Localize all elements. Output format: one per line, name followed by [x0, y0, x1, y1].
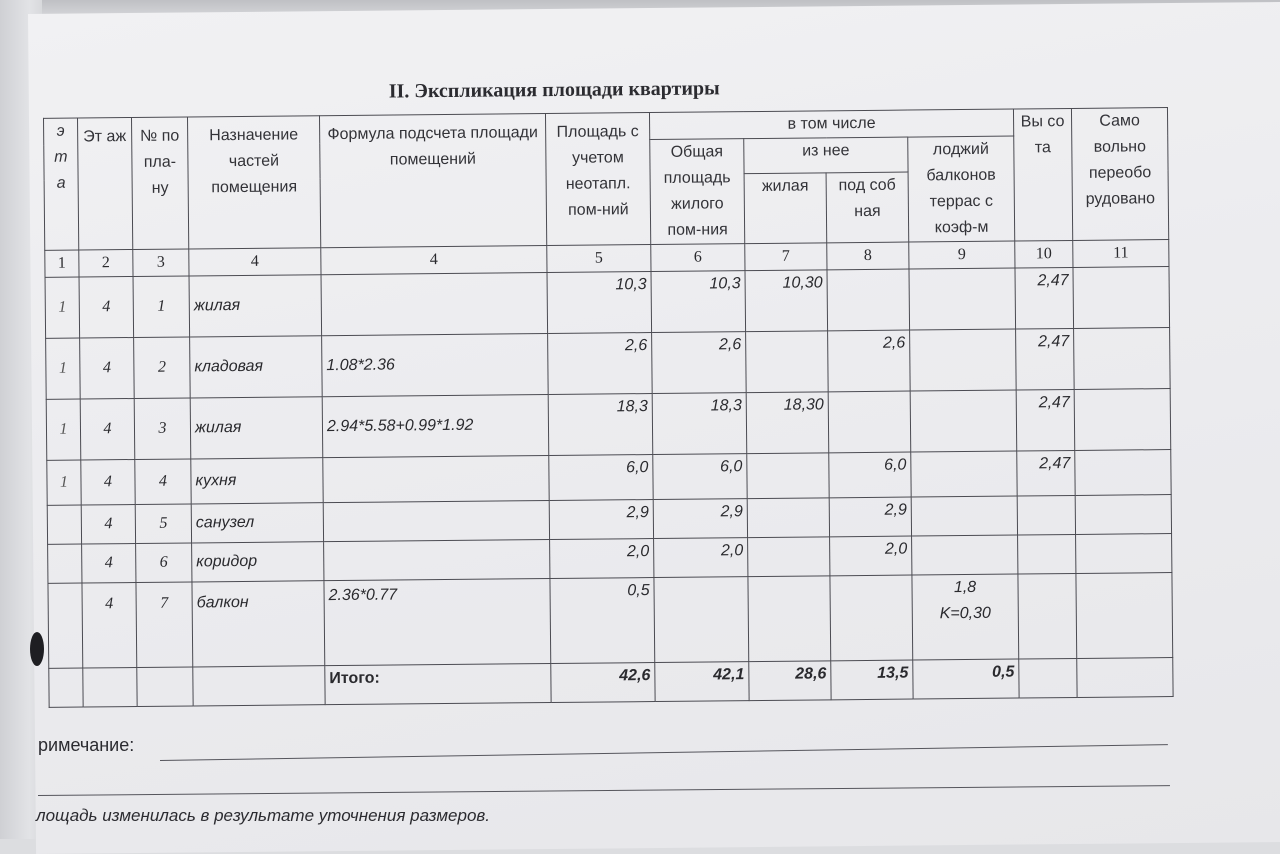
loggia-coefficient: K=0,30 [939, 604, 991, 623]
totals-empty-cell [1019, 658, 1077, 698]
living-cell [747, 498, 829, 538]
self-rebuilt-cell [1075, 495, 1171, 535]
purpose-cell: коридор [192, 542, 324, 582]
col-number: 6 [651, 244, 745, 272]
totals-living: 28,6 [749, 661, 831, 701]
formula-header: Формула подсчета площади помещений [319, 114, 546, 248]
aux-cell: 2,9 [829, 497, 911, 537]
footer-text: лощадь изменилась в результате уточнения размеров. [36, 806, 491, 825]
plan-number-cell: 2 [134, 337, 191, 399]
row-edge-mark: 1 [46, 399, 81, 460]
incl-header: в том числе [649, 109, 1013, 139]
formula-cell [323, 456, 549, 503]
total-living-cell: 2,6 [652, 332, 747, 394]
col1-header: э т а [44, 118, 79, 250]
loggia-cell [909, 268, 1016, 330]
plan-number-cell: 3 [134, 398, 191, 460]
totals-empty-cell [49, 668, 83, 707]
totals-empty-cell [1077, 658, 1173, 698]
self-rebuilt-cell [1074, 328, 1171, 390]
area-cell: 6,0 [549, 455, 653, 501]
living-cell [746, 331, 829, 393]
plan-number-cell: 1 [133, 276, 190, 338]
aux-header: под соб ная [826, 172, 909, 242]
loggia-header: лоджий балконов террас с коэф-м [908, 136, 1015, 242]
table-row [45, 267, 1170, 339]
row-edge-mark [48, 583, 83, 668]
col-number: 1 [45, 250, 79, 277]
purpose-cell: кухня [191, 458, 323, 504]
plan-number-cell: 6 [136, 543, 192, 583]
living-cell [747, 453, 829, 499]
aux-cell [827, 269, 910, 331]
formula-cell [323, 501, 549, 542]
total-living-cell: 18,3 [652, 393, 747, 455]
note-label: римечание: [38, 735, 135, 755]
col-number: 3 [133, 249, 189, 277]
totals-total-living: 42,1 [655, 662, 749, 702]
floor-cell: 4 [81, 459, 135, 505]
col-number: 4 [321, 246, 547, 275]
purpose-header: Назначение частей помещения [187, 116, 320, 249]
floor-cell: 4 [82, 543, 136, 583]
aux-cell [830, 575, 913, 661]
total-living-cell: 2,9 [653, 499, 747, 539]
purpose-cell: кладовая [190, 336, 323, 398]
col-number: 5 [547, 245, 651, 273]
height-cell [1018, 534, 1076, 574]
table-row [48, 573, 1173, 669]
col-number: 7 [745, 243, 827, 271]
totals-empty-cell [137, 667, 193, 707]
col-number: 9 [909, 241, 1015, 269]
row-edge-mark: 1 [47, 460, 81, 505]
totals-loggia: 0,5 [913, 659, 1019, 699]
height-cell [1018, 573, 1077, 659]
formula-cell: 2.36*0.77 [324, 579, 551, 666]
self-rebuilt-header: Само вольно переобо рудовано [1071, 108, 1168, 241]
area-header: Площадь с учетом неотапл. пом-ний [545, 113, 650, 246]
document-sheet [28, 2, 1280, 854]
self-rebuilt-cell [1075, 450, 1171, 496]
total-living-cell: 6,0 [653, 454, 747, 500]
self-rebuilt-cell [1073, 267, 1170, 329]
row-edge-mark: 1 [45, 277, 80, 338]
col-number: 4 [189, 248, 321, 276]
document-title: II. Экспликация площади квартиры [388, 77, 720, 103]
formula-cell [321, 273, 548, 336]
col-number: 8 [827, 242, 909, 270]
loggia-value: 1,8 [953, 578, 977, 597]
binder-hole [30, 632, 44, 666]
floor-cell: 4 [82, 582, 137, 668]
formula-cell: 1.08*2.36 [322, 334, 549, 397]
aux-cell: 6,0 [829, 452, 911, 498]
height-cell [1017, 495, 1075, 535]
floor-cell: 4 [80, 398, 135, 460]
table-row [46, 328, 1171, 400]
loggia-cell [912, 574, 1019, 660]
row-edge-mark [47, 505, 81, 544]
purpose-cell: жилая [190, 397, 323, 459]
height-cell: 2,47 [1016, 328, 1075, 390]
purpose-cell: жилая [189, 275, 322, 337]
total-living-cell: 10,3 [651, 271, 746, 333]
totals-empty-cell [83, 667, 137, 707]
height-cell: 2,47 [1017, 450, 1075, 496]
loggia-cell [911, 451, 1017, 497]
area-cell: 18,3 [548, 394, 653, 456]
plan-number-cell: 7 [136, 582, 193, 668]
floor-cell: 4 [79, 277, 134, 339]
living-cell: 10,30 [745, 270, 828, 332]
col-number: 11 [1073, 240, 1169, 268]
living-cell: 18,30 [746, 392, 829, 454]
purpose-cell: санузел [191, 503, 323, 543]
col-number: 10 [1015, 240, 1073, 268]
loggia-cell [910, 329, 1017, 391]
formula-cell: 2.94*5.58+0.99*1.92 [322, 395, 549, 458]
floor-cell: 4 [81, 504, 135, 544]
plan-number-cell: 5 [135, 504, 191, 544]
total-living-cell [654, 577, 749, 663]
plan-number-cell: 4 [135, 459, 191, 505]
col-number: 2 [79, 250, 133, 278]
of-which-header: из нее [744, 137, 908, 174]
area-cell: 2,9 [549, 500, 653, 540]
formula-cell [324, 540, 550, 581]
totals-aux: 13,5 [831, 660, 913, 700]
aux-cell [828, 391, 911, 453]
plan-number-header: № по пла- ну [131, 117, 188, 250]
self-rebuilt-cell [1074, 389, 1171, 451]
living-cell [748, 537, 830, 577]
loggia-cell [912, 535, 1018, 575]
area-cell: 10,3 [547, 272, 652, 334]
height-cell: 2,47 [1016, 389, 1075, 451]
self-rebuilt-cell [1076, 534, 1172, 574]
purpose-cell: балкон [192, 581, 325, 667]
total-living-cell: 2,0 [654, 538, 748, 578]
living-header: жилая [744, 173, 827, 243]
totals-empty-cell [193, 666, 325, 706]
height-header: Вы со та [1013, 108, 1072, 241]
explication-table [43, 107, 1174, 708]
loggia-cell [910, 390, 1017, 452]
self-rebuilt-cell [1076, 573, 1173, 659]
area-cell: 2,6 [548, 333, 653, 395]
area-cell: 0,5 [550, 578, 655, 664]
row-edge-mark [48, 544, 82, 583]
height-cell: 2,47 [1015, 267, 1074, 329]
area-cell: 2,0 [550, 539, 654, 579]
loggia-cell [911, 496, 1017, 536]
floor-cell: 4 [80, 338, 135, 400]
table-row [46, 389, 1171, 461]
floor-header: Эт аж [78, 118, 133, 251]
aux-cell: 2,0 [830, 536, 912, 576]
totals-area: 42,6 [551, 663, 655, 703]
totals-label: Итого: [325, 664, 551, 705]
living-cell [748, 576, 831, 662]
row-edge-mark: 1 [46, 338, 81, 399]
total-living-header: Общая площадь жилого пом-ния [650, 139, 745, 245]
aux-cell: 2,6 [828, 330, 911, 392]
